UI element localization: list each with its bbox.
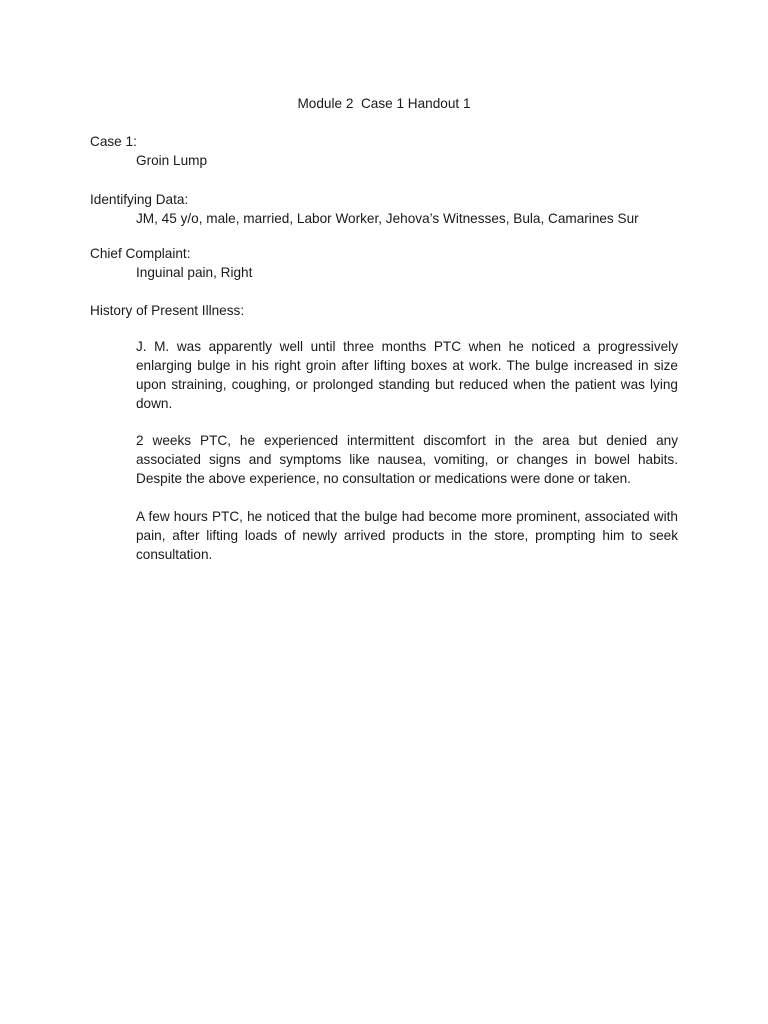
- history-paragraph-3: A few hours PTC, he noticed that the bulge had become more prominent, associated with pain, after lifting loads of newly arrived products in the store, prompting him to seek consultation.: [136, 509, 678, 562]
- chief-complaint-label: Chief Complaint:: [90, 246, 191, 261]
- case-value: Groin Lump: [136, 153, 208, 168]
- history-paragraph-2: 2 weeks PTC, he experienced intermittent discomfort in the area but denied any associated signs and symptoms like nausea, vomiting, or changes in bowel habits. Despite the above experience, no consultation or medications were done or taken.: [136, 433, 678, 486]
- case-label: Case 1:: [90, 134, 137, 149]
- identifying-data-label: Identifying Data:: [90, 192, 189, 207]
- identifying-data-value: JM, 45 y/o, male, married, Labor Worker, Jehova’s Witnesses, Bula, Camarines Sur: [136, 211, 639, 226]
- history-paragraph-1: J. M. was apparently well until three months PTC when he noticed a progressively enlarging bulge in his right groin after lifting boxes at work. The bulge increased in size upon straining, coughing, or prolonged standing but reduced when the patient was lying down.: [136, 339, 678, 411]
- history-label: History of Present Illness:: [90, 303, 245, 318]
- chief-complaint-value: Inguinal pain, Right: [136, 265, 253, 280]
- document-title: Module 2 Case 1 Handout 1: [297, 96, 471, 111]
